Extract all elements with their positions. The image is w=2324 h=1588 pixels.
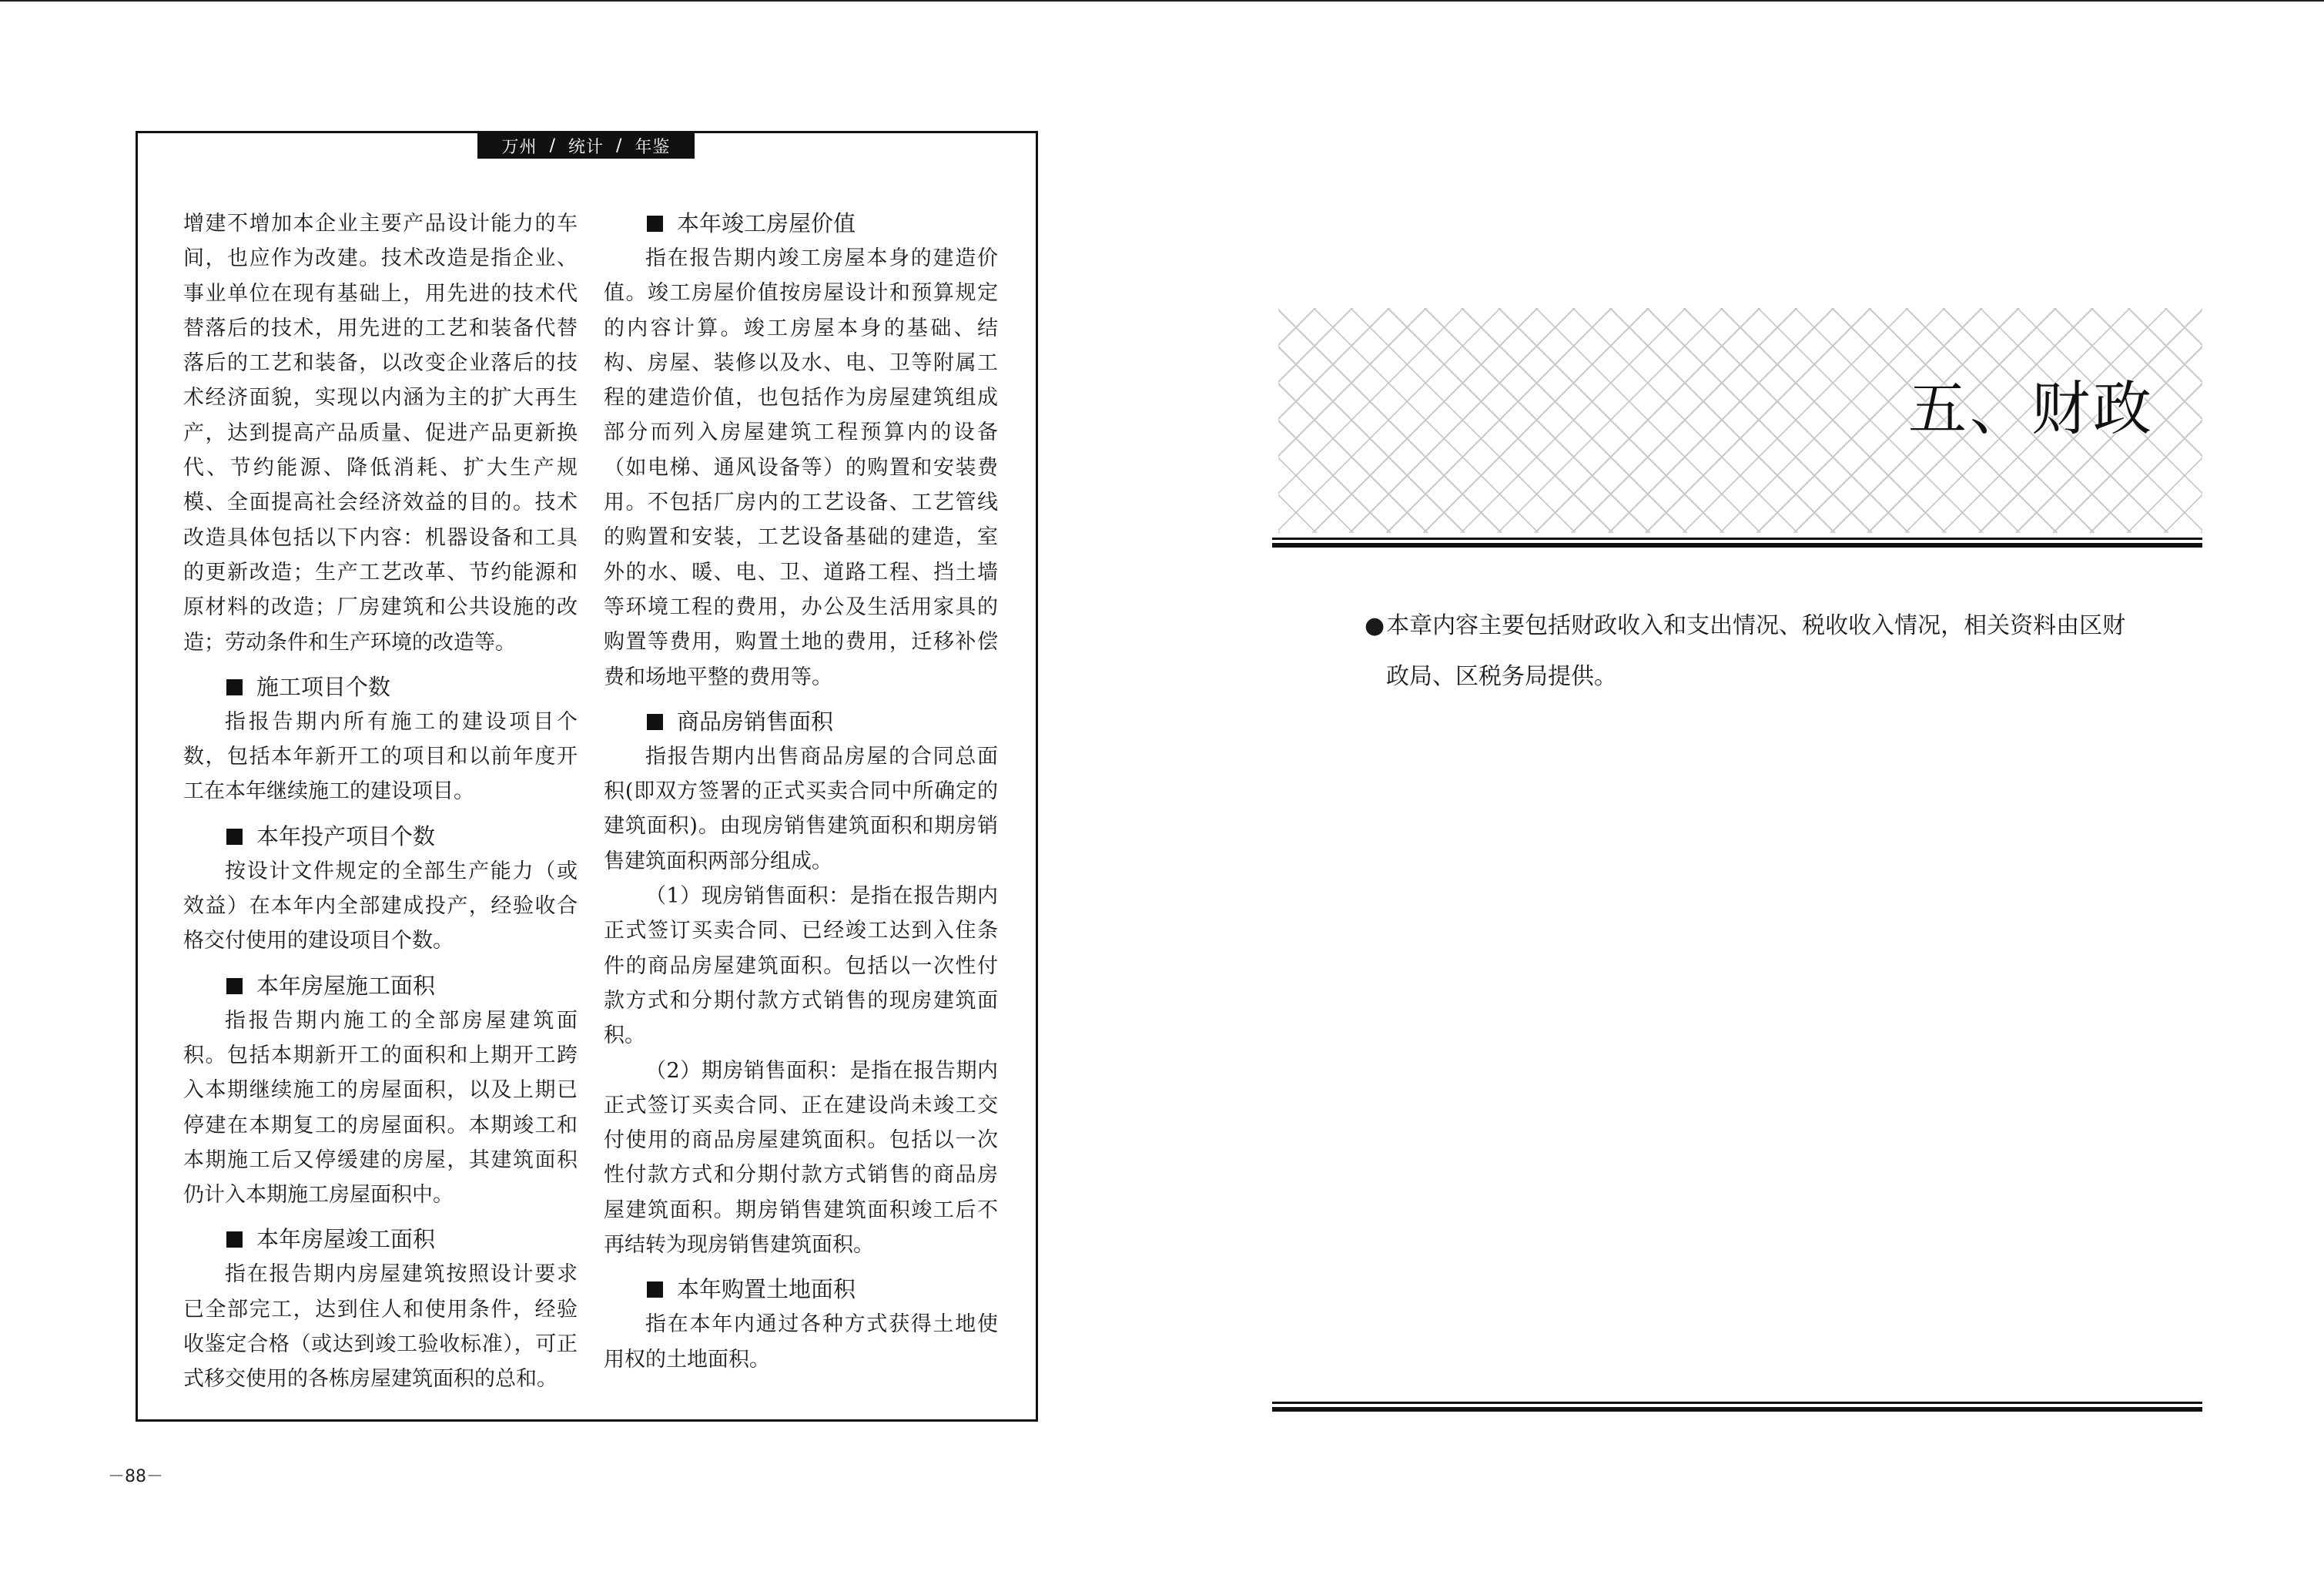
section-heading xyxy=(183,1222,578,1257)
header-segment: 万州 xyxy=(501,137,537,157)
right-text-column xyxy=(604,206,998,1377)
running-header xyxy=(477,132,695,159)
square-bullet-icon xyxy=(226,978,243,994)
heading-text: 施工项目个数 xyxy=(256,673,391,700)
header-segment: 统计 xyxy=(568,137,604,157)
bullet-dot-icon: ● xyxy=(1365,612,1385,639)
section-paragraph: 指报告期内所有施工的建设项目个数，包括本年新开工的项目和以前年度开工在本年继续施工的建设项目。 xyxy=(183,709,578,804)
header-separator: / xyxy=(616,136,623,156)
chapter-banner xyxy=(1278,308,2202,533)
bottom-divider xyxy=(1272,1402,2202,1412)
section-paragraph: 按设计文件规定的全部生产能力（或效益）在本年内全部建成投产，经验收合格交付使用的建设项目个数。 xyxy=(183,859,578,953)
section-heading xyxy=(604,1272,998,1307)
heading-text: 本年投产项目个数 xyxy=(256,822,436,849)
section-heading xyxy=(183,819,578,854)
square-bullet-icon xyxy=(647,216,663,232)
heading-text: 本年房屋施工面积 xyxy=(256,972,436,999)
section-paragraph: 指在本年内通过各种方式获得土地使用权的土地面积。 xyxy=(604,1312,998,1372)
section-paragraph: （1）现房销售面积：是指在报告期内正式签订买卖合同、已经竣工达到入住条件的商品房屋建筑面积。包括以一次性付款方式和分期付款方式销售的现房建筑面积。 xyxy=(604,884,998,1048)
top-border-line xyxy=(0,0,2324,2)
square-bullet-icon xyxy=(647,714,663,730)
left-text-column xyxy=(183,206,578,1397)
section-paragraph: 指在报告期内房屋建筑按照设计要求已全部完工，达到住人和使用条件，经验收鉴定合格（或达到竣工验收标准），可正式移交使用的各栋房屋建筑面积的总和。 xyxy=(183,1262,578,1392)
section-paragraph: 指报告期内出售商品房屋的合同总面积(即双方签署的正式买卖合同中所确定的建筑面积)。由现房销售建筑面积和期房销售建筑面积两部分组成。 xyxy=(604,744,998,873)
chapter-title: 五、财政 xyxy=(1908,374,2155,443)
square-bullet-icon xyxy=(226,829,243,845)
section-heading xyxy=(604,206,998,241)
section-paragraph: （2）期房销售面积：是指在报告期内正式签订买卖合同、正在建设尚未竣工交付使用的商品房屋建筑面积。包括以一次性付款方式和分期付款方式销售的商品房屋建筑面积。期房销售建筑面积竣工后不再结转为现房销售建筑面积。 xyxy=(604,1058,998,1258)
page-number: －88－ xyxy=(108,1467,163,1486)
divider-thick-line xyxy=(1272,543,2202,548)
square-bullet-icon xyxy=(226,1231,243,1248)
section-heading xyxy=(183,969,578,1003)
heading-text: 本年房屋竣工面积 xyxy=(256,1226,436,1253)
section-paragraph: 指在报告期内竣工房屋本身的建造价值。竣工房屋价值按房屋设计和预算规定的内容计算。竣工房屋本身的基础、结构、房屋、装修以及水、电、卫等附属工程的建造价值，也包括作为房屋建筑组成部分而列入房屋建筑工程预算内的设备（如电梯、通风设备等）的购置和安装费用。不包括厂房内的工艺设备、工艺管线的购置和安装，工艺设备基础的建造，室外的水、暖、电、卫、道路工程、挡土墙等环境工程的费用，办公及生活用家具的购置等费用，购置土地的费用，迁移补偿费和场地平整的费用等。 xyxy=(604,246,998,689)
square-bullet-icon xyxy=(226,679,243,695)
section-heading xyxy=(183,670,578,705)
heading-text: 本年购置土地面积 xyxy=(677,1276,856,1303)
continuation-paragraph: 增建不增加本企业主要产品设计能力的车间，也应作为改建。技术改造是指企业、事业单位在现有基础上，用先进的技术代替落后的技术，用先进的工艺和装备代替落后的工艺和装备，以改变企业落后的技术经济面貌，实现以内涵为主的扩大再生产，达到提高产品质量、促进产品更新换代、节约能源、降低消耗、扩大生产规模、全面提高社会经济效益的目的。技术改造具体包括以下内容：机器设备和工具的更新改造；生产工艺改革、节约能源和原材料的改造；厂房建筑和公共设施的改造；劳动条件和生产环境的改造等。 xyxy=(183,212,578,655)
heading-text: 商品房销售面积 xyxy=(677,708,834,735)
square-bullet-icon xyxy=(647,1281,663,1298)
banner-divider xyxy=(1272,538,2202,548)
header-segment: 年鉴 xyxy=(635,137,671,157)
divider-thick-line xyxy=(1272,1407,2202,1412)
section-heading xyxy=(604,705,998,739)
intro-paragraph xyxy=(1365,601,2142,702)
section-paragraph: 指报告期内施工的全部房屋建筑面积。包括本期新开工的面积和上期开工跨入本期继续施工的房屋面积，以及上期已停建在本期复工的房屋面积。本期竣工和本期施工后又停缓建的房屋，其建筑面积仍计入本期施工房屋面积中。 xyxy=(183,1008,578,1208)
header-separator: / xyxy=(549,136,556,156)
intro-text: 本章内容主要包括财政收入和支出情况、税收收入情况，相关资料由区财政局、区税务局提供。 xyxy=(1386,612,2126,690)
heading-text: 本年竣工房屋价值 xyxy=(677,210,856,236)
chapter-intro xyxy=(1365,601,2142,702)
